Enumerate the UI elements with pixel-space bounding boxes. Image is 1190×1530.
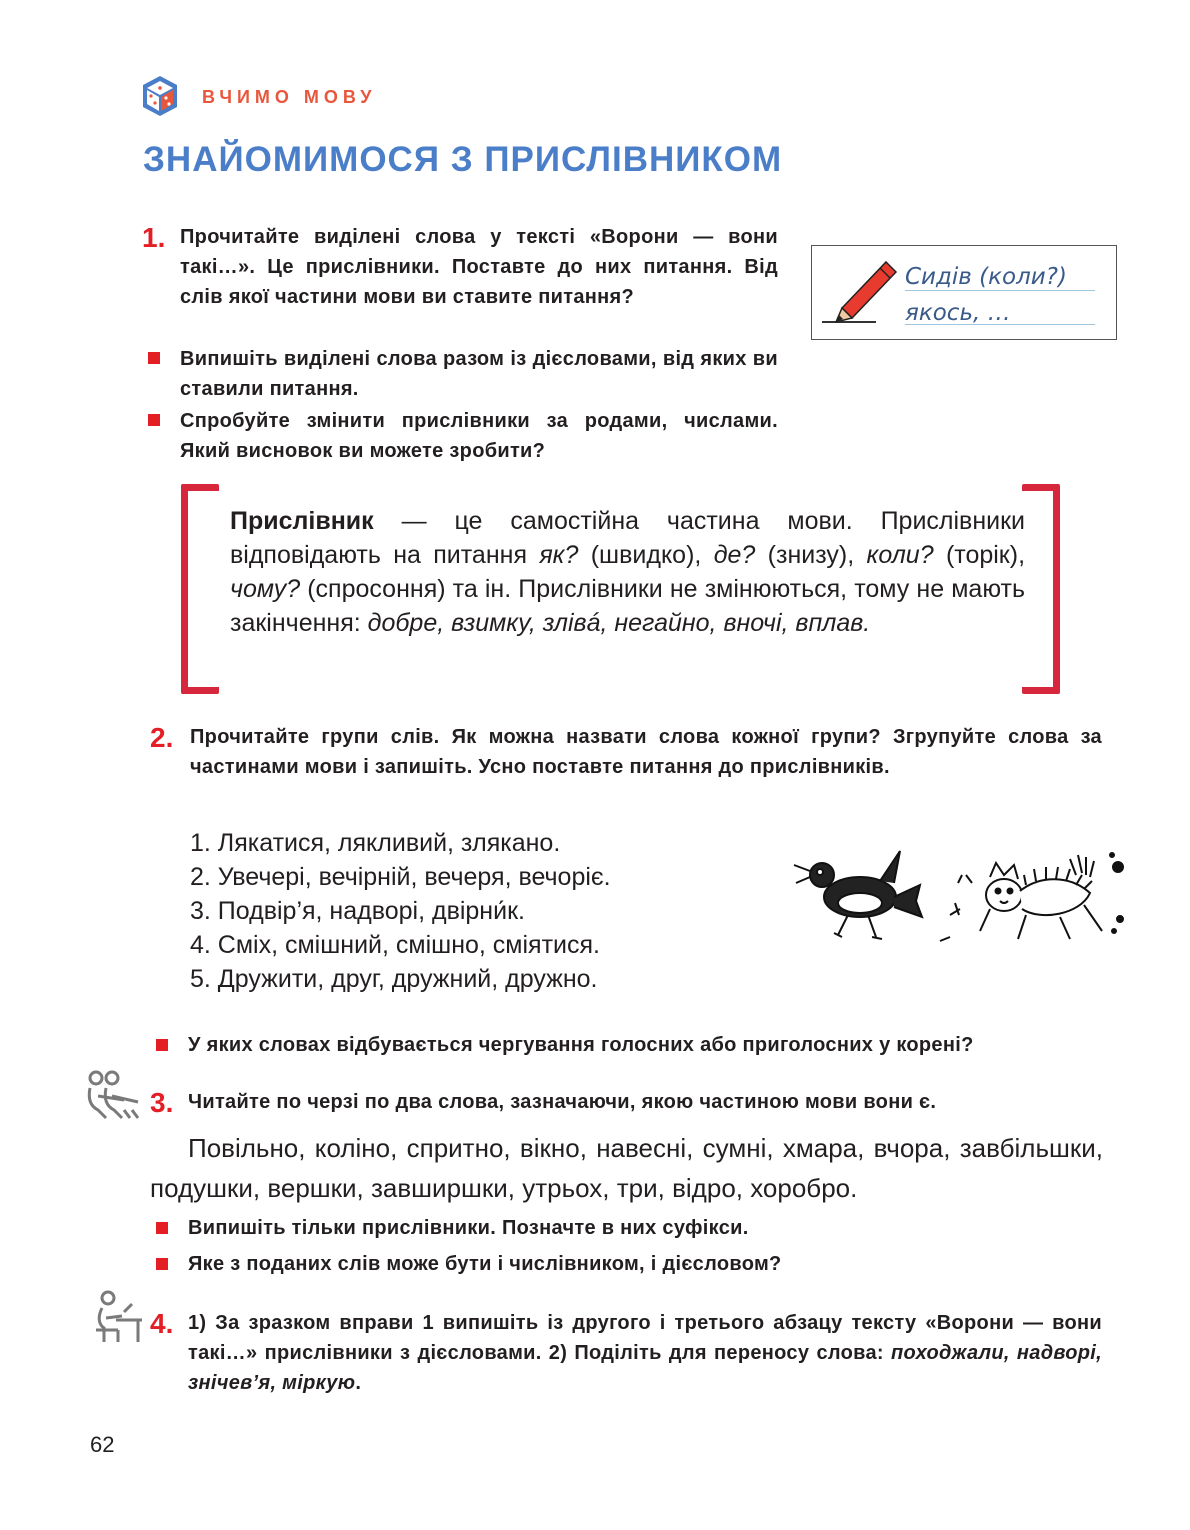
bullet-square [148,414,160,426]
sample-line-1: Сидів (коли?) [905,264,1067,290]
word-groups-list [190,826,611,996]
task-1-bullet-1: Випишіть виділені слова разом із дієсловами, від яких ви ставили питання. [180,348,778,400]
bullet-square [156,1039,168,1051]
task-1-bullet-2: Спробуйте змінити прислівники за родами, числами. Який висновок ви можете зробити? [180,410,778,462]
task-2-number: 2. [150,722,174,753]
page-number: 62 [90,1432,115,1457]
task-3-bullet-2: Яке з поданих слів може бути і числівником, і дієсловом? [188,1253,782,1275]
task-2-bullet: У яких словах відбувається чергування голосних або приголосних у корені? [188,1034,974,1056]
list-item: 3. Подвір’я, надворі, двірни́к. [190,897,525,925]
rule-examples: добре, взимку, злівá, негайно, вночі, вплав. [367,609,871,637]
task-4-words: походжали, надворі, знічев’я, міркую [188,1342,1103,1394]
page-title: ЗНАЙОМИМОСЯ З ПРИСЛІВНИКОМ [143,140,783,179]
dice-icon [140,74,180,118]
task-1-number: 1. [142,222,166,253]
task-3-words: Повільно, коліно, спритно, вікно, навесні, сумні, хмара, вчора, завбільшки, подушки, вершки, завширшки, утрьох, три, відро, хоробро. [150,1133,1103,1203]
desk-work-icon [88,1290,144,1346]
crow-and-cat-illustration [790,845,1135,955]
task-3-bullet-1: Випишіть тільки прислівники. Позначте в них суфікси. [188,1217,749,1239]
sample-line-2: якось, … [905,300,1011,326]
list-item: 2. Увечері, вечірній, вечеря, вечоріє. [190,863,611,891]
bullet-square [156,1222,168,1234]
task-1-text: Прочитайте виділені слова у тексті «Ворони — вони такі…». Це прислівники. Поставте до них питання. Від слів якої частини мови ви ставите питання? [180,226,778,308]
list-item: 4. Сміх, смішний, смішно, сміятися. [190,931,600,959]
pencil-icon [820,254,900,326]
list-item: 1. Лякатися, лякливий, злякано. [190,829,561,857]
rule-term: Прислівник [230,507,374,535]
bullet-square [148,352,160,364]
section-label: ВЧИМО МОВУ [202,87,377,107]
list-item: 5. Дружити, друг, дружний, дружно. [190,965,598,993]
task-4-number: 4. [150,1308,174,1339]
task-2-text: Прочитайте групи слів. Як можна назвати слова кожної групи? Згрупуйте слова за частинами мови і запишіть. Усно поставте питання до прислівників. [190,726,1102,778]
pair-work-icon [84,1070,146,1122]
left-bracket [181,484,219,694]
task-3-text: Читайте по черзі по два слова, зазначаючи, якою частиною мови вони є. [188,1091,937,1113]
rule-text: Прислівник — це самостійна частина мови. Прислівники відповідають на питання як? (швидко), де? (знизу), коли? (торік), чому? (спросоння) та ін. Прислівники не змінюються, тому не мають закінчення: добре, взимку, злівá, негайно, вночі, вплав. [230,507,1026,637]
bullet-square [156,1258,168,1270]
task-3-number: 3. [150,1087,174,1118]
sample-box [811,245,1117,340]
task-4-text: 1) За зразком вправи 1 випишіть із другого і третього абзацу тексту «Ворони — вони такі…» прислівники з дієсловами. 2) Поділіть для переносу слова: походжали, надворі, знічев’я, міркую. [188,1312,1103,1394]
right-bracket [1022,484,1060,694]
